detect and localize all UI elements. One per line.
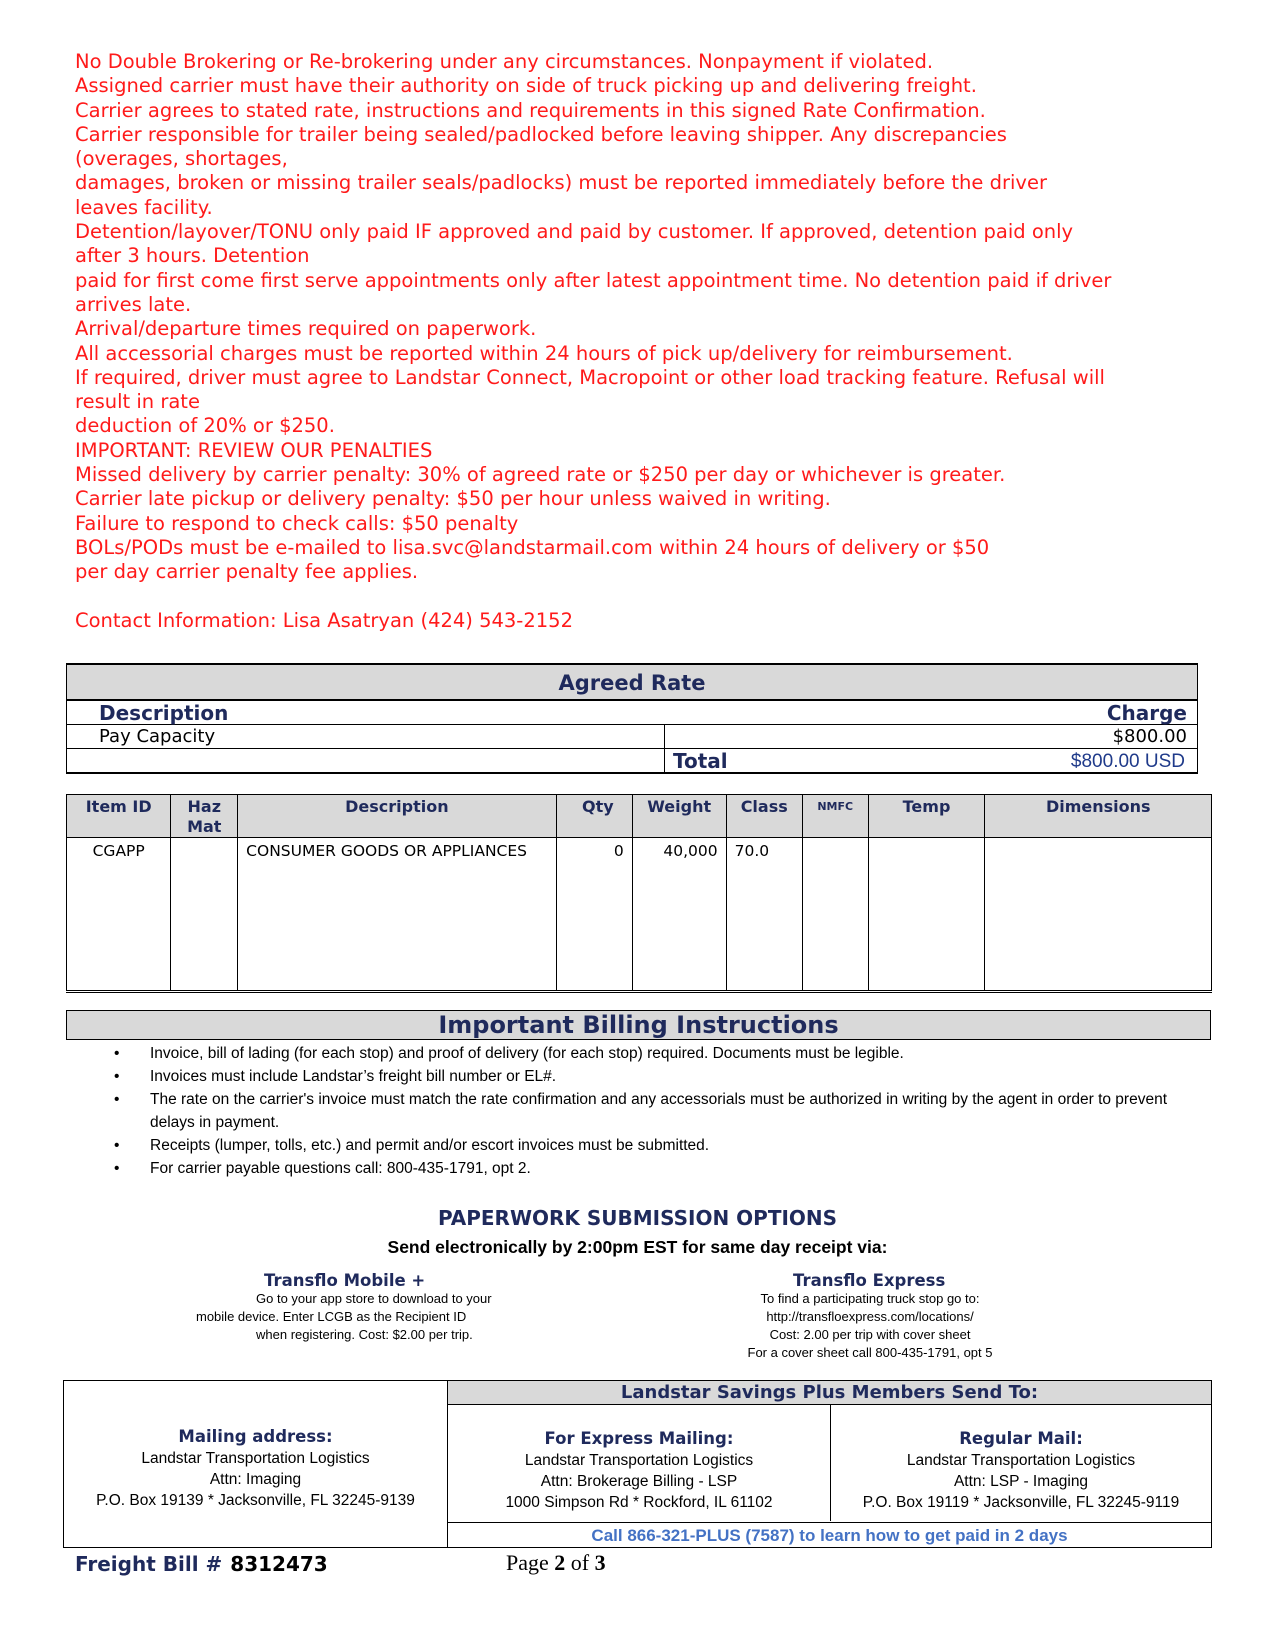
item-id-header: Item ID [67, 795, 171, 838]
terms-line: BOLs/PODs must be e-mailed to lisa.svc@landstarmail.com within 24 hours of delivery or $50 [75, 535, 990, 559]
terms-block [75, 50, 1205, 585]
express-mailing-section [448, 1405, 831, 1521]
regular-mail-line: P.O. Box 19119 * Jacksonville, FL 32245-9119 [862, 1494, 1180, 1511]
terms-line: result in rate [75, 390, 200, 414]
agreed-rate-header-row [66, 701, 1198, 725]
class-header: Class [726, 795, 802, 838]
list-item: • Receipts (lumper, tolls, etc.) and permit and/or escort invoices must be submitted. [110, 1134, 1170, 1157]
weight-header: Weight [632, 795, 726, 838]
terms-line: All accessorial charges must be reported within 24 hours of pick up/delivery for reimbursement. [75, 341, 1013, 365]
dimensions-cell [985, 838, 1212, 992]
regular-mail-line: Attn: LSP - Imaging [953, 1473, 1089, 1490]
haz-mat-cell [171, 838, 238, 992]
page-total: 3 [594, 1550, 606, 1575]
terms-line: deduction of 20% or $250. [75, 414, 335, 438]
list-item: • Invoices must include Landstar’s freight bill number or EL#. [110, 1065, 1170, 1088]
transflo-express-text [700, 1290, 1040, 1362]
temp-cell [868, 838, 985, 992]
billing-list [110, 1042, 1170, 1180]
terms-line: after 3 hours. Detention [75, 244, 310, 268]
paperwork-title: PAPERWORK SUBMISSION OPTIONS [437, 1206, 838, 1230]
list-item: • Invoice, bill of lading (for each stop) and proof of delivery (for each stop) required. Documents must be legible. [110, 1042, 1170, 1065]
description-header: Description [238, 795, 556, 838]
lsp-header: Landstar Savings Plus Members Send To: [448, 1381, 1211, 1405]
express-mailing-title: For Express Mailing: [544, 1429, 734, 1448]
line-amount: $800.00 [1112, 726, 1187, 747]
express-mailing-line: 1000 Simpson Rd * Rockford, IL 61102 [505, 1494, 773, 1511]
list-item: • The rate on the carrier's invoice must match the rate confirmation and any accessorials must be authorized in writing by the agent in order to prevent delays in payment. [110, 1088, 1170, 1134]
item-id-cell: CGAPP [67, 838, 171, 992]
mailing-address-line: Landstar Transportation Logistics [141, 1450, 370, 1467]
paperwork-subtitle: Send electronically by 2:00pm EST for same day receipt via: [387, 1237, 888, 1257]
mailing-address-line: Attn: Imaging [209, 1471, 302, 1488]
terms-line: Failure to respond to check calls: $50 penalty [75, 511, 519, 535]
terms-line: Missed delivery by carrier penalty: 30% of agreed rate or $250 per day or whichever is greater. [75, 463, 1006, 487]
freight-bill-value: 8312473 [230, 1552, 328, 1576]
terms-line: Carrier late pickup or delivery penalty: $50 per hour unless waived in writing. [75, 487, 831, 511]
terms-line: arrives late. [75, 292, 192, 316]
page-word: Page [506, 1550, 549, 1575]
list-item: • For carrier payable questions call: 800-435-1791, opt 2. [110, 1157, 1170, 1180]
terms-line: Assigned carrier must have their authority on side of truck picking up and delivering freight. [75, 74, 977, 98]
transflo-mobile-title: Transflo Mobile + [264, 1271, 426, 1290]
terms-line: Detention/layover/TONU only paid IF approved and paid by customer. If approved, detention paid only [75, 220, 1074, 244]
page-current: 2 [554, 1550, 566, 1575]
transflo-express-link[interactable]: http://transfloexpress.com/locations/ [766, 1309, 974, 1324]
temp-header: Temp [868, 795, 985, 838]
transflo-mobile-line: Go to your app store to download to your [256, 1291, 492, 1306]
weight-cell: 40,000 [632, 838, 726, 992]
contact-info: Contact Information: Lisa Asatryan (424) 543-2152 [75, 609, 573, 632]
total-amount: $800.00 USD [1070, 751, 1185, 772]
class-cell: 70.0 [726, 838, 802, 992]
qty-header: Qty [556, 795, 632, 838]
haz-mat-header: Haz Mat [171, 795, 238, 838]
terms-line: Carrier agrees to stated rate, instructions and requirements in this signed Rate Confirmation. [75, 98, 986, 122]
regular-mail-line: Landstar Transportation Logistics [906, 1452, 1136, 1469]
mailing-addresses-box [63, 1380, 1212, 1548]
terms-line: Carrier responsible for trailer being sealed/padlocked before leaving shipper. Any discrepancies [75, 122, 1007, 146]
express-mailing-line: Landstar Transportation Logistics [524, 1452, 754, 1469]
transflo-express-line: Cost: 2.00 per trip with cover sheet [769, 1327, 971, 1342]
column-divider [664, 725, 665, 774]
regular-mail-title: Regular Mail: [959, 1429, 1083, 1448]
items-header-row [67, 795, 1212, 838]
transflo-express-line: For a cover sheet call 800-435-1791, opt 5 [747, 1345, 993, 1360]
regular-mail-section [831, 1405, 1211, 1521]
mailing-address-line: P.O. Box 19139 * Jacksonville, FL 32245-9139 [96, 1492, 415, 1509]
terms-line: IMPORTANT: REVIEW OUR PENALTIES [75, 438, 433, 462]
items-table [66, 794, 1212, 993]
transflo-express-title: Transflo Express [793, 1271, 946, 1290]
terms-line: Arrival/departure times required on paperwork. [75, 317, 537, 341]
agreed-rate-total-row [66, 749, 1198, 774]
agreed-rate-line-row [66, 725, 1198, 749]
express-mailing-line: Attn: Brokerage Billing - LSP [540, 1473, 738, 1490]
terms-line: paid for first come first serve appointments only after latest appointment time. No detention paid if driver [75, 268, 1112, 292]
terms-line: per day carrier penalty fee applies. [75, 560, 419, 584]
terms-line: leaves facility. [75, 195, 213, 219]
description-cell: CONSUMER GOODS OR APPLIANCES [238, 838, 556, 992]
nmfc-header: NMFC [802, 795, 868, 838]
mailing-address-title: Mailing address: [178, 1427, 333, 1446]
table-row [67, 838, 1212, 992]
nmfc-cell [802, 838, 868, 992]
terms-line: damages, broken or missing trailer seals/padlocks) must be reported immediately before the driver [75, 171, 1047, 195]
terms-line: (overages, shortages, [75, 147, 288, 171]
total-label: Total [673, 749, 728, 773]
qty-cell: 0 [556, 838, 632, 992]
page-of: of [570, 1550, 590, 1575]
mailing-address-section [64, 1381, 448, 1547]
transflo-mobile-line: mobile device. Enter LCGB as the Recipient ID [196, 1309, 467, 1324]
freight-bill-label: Freight Bill # [75, 1552, 223, 1576]
description-column-label: Description [99, 701, 229, 725]
savings-plus-call-link[interactable]: Call 866-321-PLUS (7587) to learn how to get paid in 2 days [448, 1522, 1211, 1548]
transflo-mobile-line: when registering. Cost: $2.00 per trip. [256, 1327, 473, 1342]
billing-title: Important Billing Instructions [66, 1010, 1211, 1040]
terms-line: No Double Brokering or Re-brokering under any circumstances. Nonpayment if violated. [75, 50, 934, 73]
page-indicator [506, 1550, 606, 1576]
transflo-express-line: To find a participating truck stop go to: [760, 1291, 980, 1306]
charge-column-label: Charge [1106, 701, 1187, 725]
line-description: Pay Capacity [99, 726, 216, 747]
agreed-rate-title: Agreed Rate [66, 663, 1198, 701]
agreed-rate-table [66, 663, 1200, 777]
freight-bill-number [75, 1552, 328, 1576]
dimensions-header: Dimensions [985, 795, 1212, 838]
terms-line: If required, driver must agree to Landstar Connect, Macropoint or other load tracking feature. Refusal will [75, 365, 1105, 389]
